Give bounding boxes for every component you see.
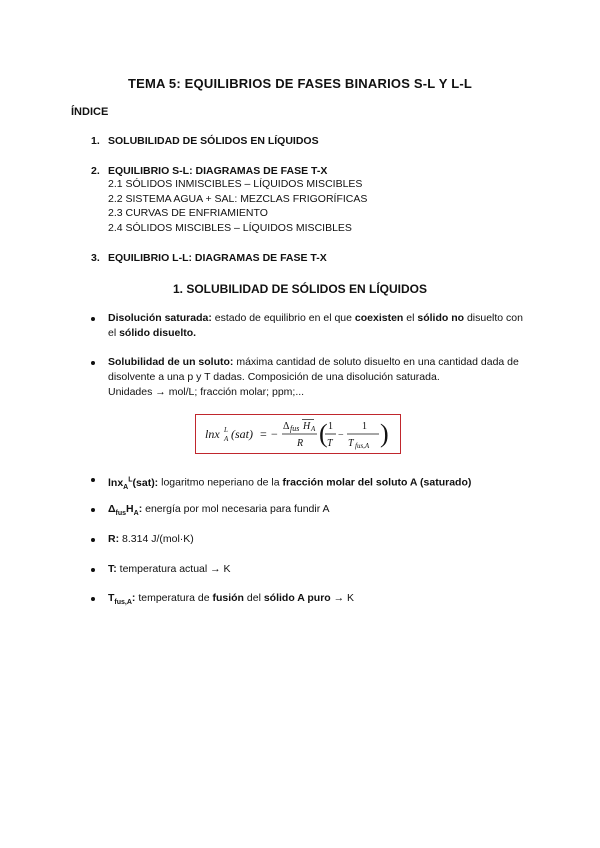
formula-box (195, 414, 401, 454)
text: Unidades → mol/L; fracción molar; ppm;... (108, 386, 305, 398)
definition-tfus (91, 591, 531, 610)
toc-item-2 (91, 165, 367, 235)
formula-Tfus: T (348, 438, 354, 449)
bullet-solubility (91, 355, 531, 400)
term: Solubilidad de un soluto: (108, 356, 234, 368)
toc-label: EQUILIBRIO S-L: DIAGRAMAS DE FASE T-X (108, 165, 328, 177)
text: disuelto con el (108, 312, 523, 339)
text-bold: sólido disuelto. (119, 327, 197, 339)
bullet-dot (91, 361, 95, 365)
formula-eq: = (260, 427, 267, 441)
toc-subitem: 2.4 SÓLIDOS MISCIBLES – LÍQUIDOS MISCIBLES (108, 221, 352, 234)
toc-subitem: 2.3 CURVAS DE ENFRIAMIENTO (108, 207, 268, 219)
bullet-dot (91, 508, 95, 512)
bullet-dot (91, 317, 95, 321)
text-bold: fusión (212, 592, 244, 604)
definition-t (91, 562, 531, 577)
text-bold: sólido no (417, 312, 465, 324)
formula-H-sub: A (311, 425, 316, 433)
text: temperatura de (135, 592, 213, 604)
formula-paren-right: ) (380, 419, 389, 448)
term: $\Delta_{fus}H_A$: (108, 503, 143, 518)
text: energía por mol necesaria para fundir A (142, 503, 330, 515)
formula-lhs: lnx (205, 427, 220, 441)
formula-den: R (297, 438, 304, 449)
formula-sup: L (224, 426, 228, 434)
term: Disolución saturada: (108, 312, 212, 324)
bullet-saturated (91, 311, 531, 341)
formula-one2: 1 (362, 421, 367, 432)
formula-Tfus-sub: fus,A (355, 442, 370, 450)
toc-item-1 (91, 135, 319, 147)
toc-subitem: 2.1 SÓLIDOS INMISCIBLES – LÍQUIDOS MISCIBLES (108, 178, 363, 190)
text: el (403, 312, 418, 324)
text-bold: fracción molar del soluto A (saturado) (282, 476, 472, 489)
text: logaritmo neperiano de la (158, 476, 283, 489)
formula-paren-left: ( (319, 419, 328, 448)
text: estado de equilibrio en el que (211, 312, 355, 324)
definition-delta-h (91, 502, 531, 521)
text: → K (330, 592, 355, 604)
formula-one: 1 (328, 421, 333, 432)
formula-T: T (327, 438, 333, 449)
formula-delta: Δ (283, 421, 290, 432)
term: T: (108, 563, 117, 575)
formula-minus: − (271, 427, 278, 441)
text: máxima cantidad de soluto disuelto en una cantidad dada de disolvente a una p y T dadas. Composición de una disolución saturada. (108, 356, 519, 383)
term: $T_{fus,A}$: (108, 592, 136, 607)
toc-label: SOLUBILIDAD DE SÓLIDOS EN LÍQUIDOS (108, 135, 319, 147)
definition-lnx (91, 472, 531, 495)
toc-subitem: 2.2 SISTEMA AGUA + SAL: MEZCLAS FRIGORÍFICAS (108, 192, 368, 205)
bullet-dot (91, 597, 95, 601)
definition-r (91, 532, 531, 547)
text-bold: sólido A puro (263, 592, 331, 604)
section-title: 1. SOLUBILIDAD DE SÓLIDOS EN LÍQUIDOS (172, 282, 428, 296)
toc-number: 3. (91, 252, 100, 264)
index-heading: ÍNDICE (71, 106, 109, 118)
text: 8.314 J/(mol·K) (119, 533, 194, 545)
term: lnx$_A^L$(sat): (108, 476, 159, 491)
bullet-dot (91, 568, 95, 572)
bullet-dot (91, 538, 95, 542)
toc-number: 2. (91, 165, 100, 177)
toc-label: EQUILIBRIO L-L: DIAGRAMAS DE FASE T-X (108, 252, 327, 264)
solubility-equation (196, 415, 399, 452)
formula-arg: (sat) (231, 427, 253, 441)
toc-number: 1. (91, 135, 100, 147)
formula-sub: A (224, 435, 229, 443)
toc-item-3 (91, 252, 327, 264)
text: del (243, 592, 264, 604)
term: R: (108, 533, 120, 545)
formula-fus: fus (290, 424, 300, 433)
text: temperatura actual → K (116, 563, 231, 575)
text-bold: coexisten (354, 312, 404, 324)
bullet-dot (91, 478, 95, 482)
document-title: TEMA 5: EQUILIBRIOS DE FASES BINARIOS S-L Y L-L (127, 76, 473, 91)
formula-minus2: − (338, 430, 344, 441)
formula-H: H (303, 421, 311, 432)
